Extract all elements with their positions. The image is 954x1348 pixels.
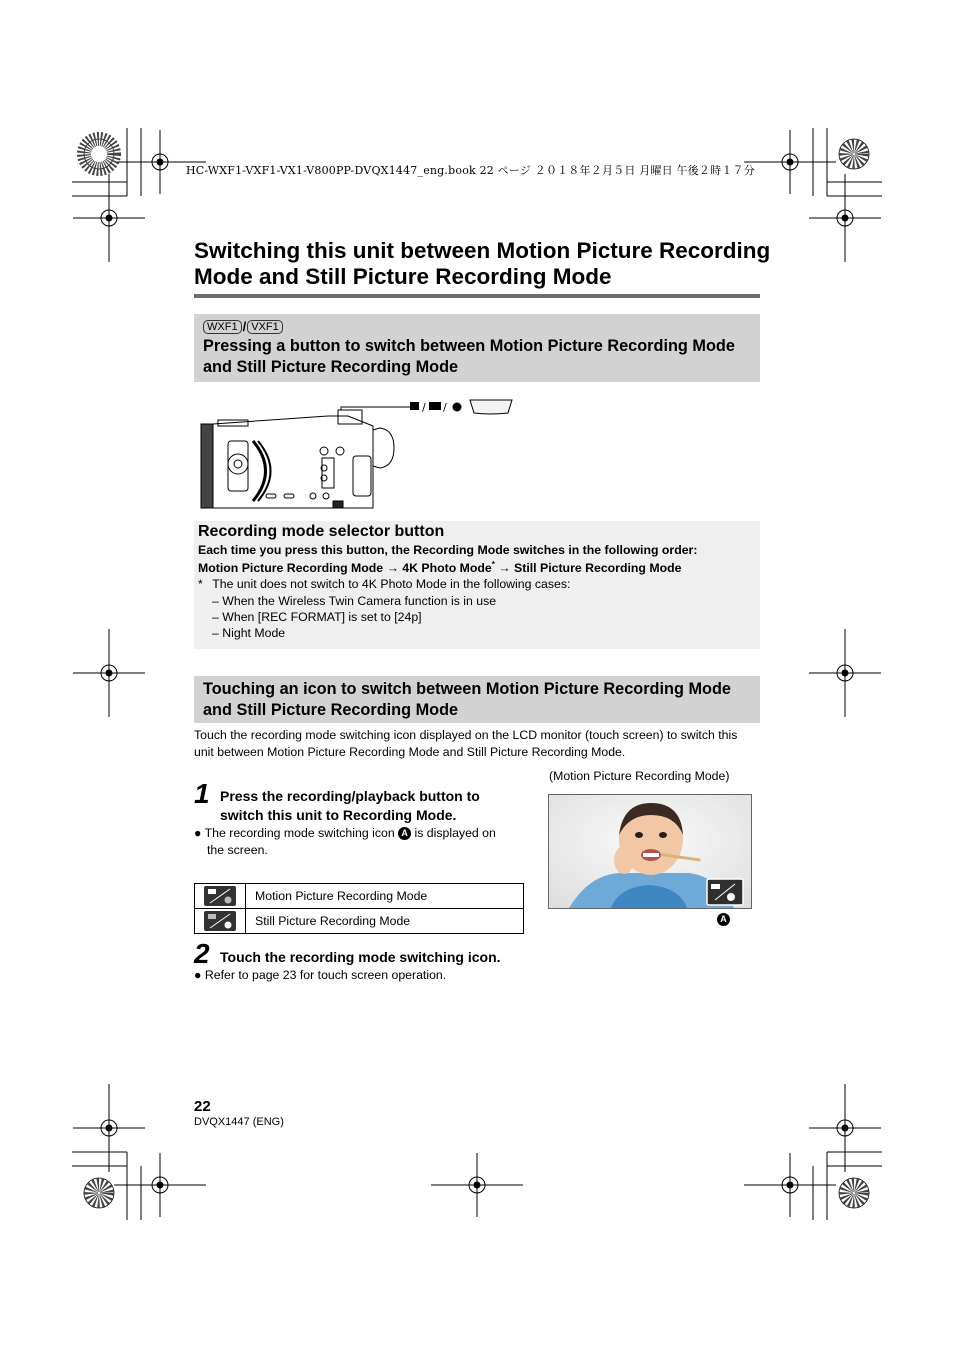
lcd-screen-photo: [548, 794, 752, 909]
section2-heading: [194, 676, 760, 723]
page-title: [194, 238, 774, 290]
table-row: [195, 884, 524, 909]
mode-icon-table: [194, 883, 524, 934]
model-tag-vxf1: VXF1: [247, 320, 283, 334]
intro-line1: Touch the recording mode switching icon displayed on the LCD monitor (touch screen) to switch this: [194, 728, 738, 742]
mode-sequence-motion: Motion Picture Recording Mode: [198, 561, 384, 576]
mode-sequence-asterisk: *: [491, 560, 495, 569]
button-info-box: [194, 521, 760, 649]
intro-line2: unit between Motion Picture Recording Mode and Still Picture Recording Mode.: [194, 745, 626, 759]
mode-sequence-arrow-1: →: [386, 561, 399, 576]
case-item: [212, 594, 496, 608]
footnote-text: The unit does not switch to 4K Photo Mode in the following cases:: [212, 577, 571, 591]
mode-sequence-4k: 4K Photo Mode: [402, 561, 492, 576]
step1-bullet-text-2: is displayed on: [414, 826, 496, 840]
bullet-icon: ●: [194, 826, 202, 840]
table-cell-icon: [195, 884, 246, 909]
table-row: [195, 909, 524, 934]
step1-line1: Press the recording/playback button to: [220, 788, 480, 804]
button-info-title: Recording mode selector button: [198, 523, 445, 540]
bullet-icon: ●: [194, 968, 202, 982]
mode-sequence-arrow-2: →: [498, 561, 511, 576]
button-info-line1: Each time you press this button, the Recording Mode switches in the following order:: [198, 543, 698, 557]
section1-heading: [194, 314, 760, 382]
motion-picture-mode-icon: [204, 886, 236, 906]
section1-title-line2: and Still Picture Recording Mode: [203, 357, 459, 376]
case-item: [212, 610, 422, 624]
step2-bullet-text: Refer to page 23 for touch screen operation.: [204, 968, 447, 982]
footnote-asterisk: *: [198, 577, 203, 591]
still-picture-mode-icon: [204, 911, 236, 931]
callout-a: [717, 911, 730, 929]
model-tag-wxf1: WXF1: [203, 320, 242, 334]
page-title-line2: Mode and Still Picture Recording Mode: [194, 264, 612, 289]
case-dash: –: [212, 610, 219, 624]
step2-bullet: [194, 967, 446, 984]
mode-sequence-still: Still Picture Recording Mode: [514, 561, 682, 576]
table-cell-label: Motion Picture Recording Mode: [246, 884, 524, 909]
step2-instruction: Touch the recording mode switching icon.: [220, 949, 501, 965]
model-tags: [203, 319, 750, 335]
case-text: Night Mode: [222, 626, 286, 640]
table-cell-icon: [195, 909, 246, 934]
title-rule: [194, 294, 760, 298]
page-number: 22: [194, 1098, 211, 1115]
svg-text:/: /: [422, 401, 426, 414]
case-item: [212, 626, 285, 640]
page-title-line1: Switching this unit between Motion Picture Recording: [194, 238, 771, 263]
case-dash: –: [212, 594, 219, 608]
step2-number: 2: [194, 938, 210, 969]
section2-title-line1: Touching an icon to switch between Motion Picture Recording Mode: [203, 680, 731, 698]
case-dash: –: [212, 626, 219, 640]
print-header: HC-WXF1-VXF1-VX1-V800PP-DVQX1447_eng.book 22 ページ ２０１８年２月５日 月曜日 午後２時１７分: [186, 164, 755, 177]
section2-title-line2: and Still Picture Recording Mode: [203, 700, 459, 719]
step1-bullet-text-1: The recording mode switching icon: [204, 826, 395, 840]
case-text: When the Wireless Twin Camera function is in use: [222, 594, 497, 608]
baby-photo-image: [549, 795, 751, 908]
section1-title-line1: Pressing a button to switch between Motion Picture Recording Mode: [203, 337, 735, 355]
step1-bullet: [194, 825, 524, 859]
table-cell-label: Still Picture Recording Mode: [246, 909, 524, 934]
svg-text:/: /: [443, 401, 447, 414]
step1-bullet-line2: the screen.: [207, 843, 268, 857]
callout-a-inline: A: [398, 827, 411, 840]
case-text: When [REC FORMAT] is set to [24p]: [222, 610, 422, 624]
step1-instruction: [220, 787, 520, 825]
photo-caption: (Motion Picture Recording Mode): [549, 769, 730, 783]
callout-a-badge: A: [717, 913, 730, 926]
camcorder-illustration: [198, 396, 518, 516]
intro-paragraph: [194, 727, 764, 761]
step1-number: 1: [194, 778, 210, 809]
step1-line2: switch this unit to Recording Mode.: [220, 807, 457, 823]
mode-sequence: [198, 560, 681, 575]
model-tag-separator: /: [242, 319, 247, 334]
document-code: DVQX1447 (ENG): [194, 1116, 284, 1128]
footnote: [198, 577, 570, 591]
